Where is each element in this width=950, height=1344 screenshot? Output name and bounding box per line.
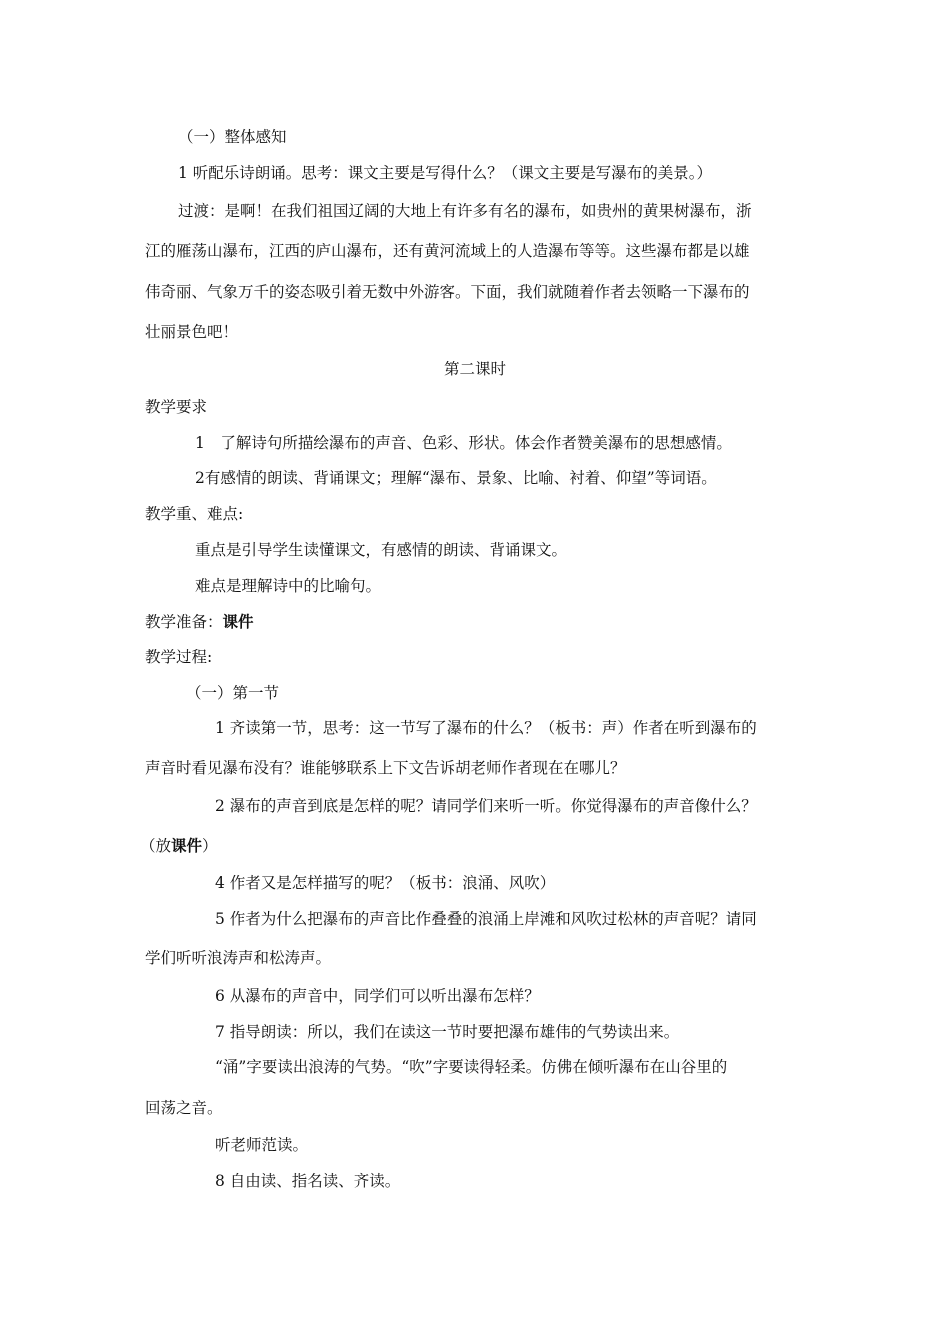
step-note: 听老师范读。 — [215, 1136, 309, 1154]
paragraph-continuation: 壮丽景色吧！ — [145, 323, 239, 341]
step-continuation: （放课件） — [140, 836, 218, 855]
step-continuation: 回荡之音。 — [145, 1099, 223, 1117]
key-points-label: 教学重、难点: — [145, 505, 244, 523]
step-continuation: 声音时看见瀑布没有？谁能够联系上下文告诉胡老师作者现在在哪儿？ — [145, 759, 626, 777]
step-continuation: 学们听听浪涛声和松涛声。 — [145, 949, 332, 967]
requirement-item: 1 了解诗句所描绘瀑布的声音、色彩、形状。体会作者赞美瀑布的思想感情。 — [195, 434, 732, 452]
prep-label: 教学准备： — [145, 613, 223, 631]
step-item: 8 自由读、指名读、齐读。 — [215, 1172, 401, 1190]
step-item: 5 作者为什么把瀑布的声音比作叠叠的浪涌上岸滩和风吹过松林的声音呢？请同 — [215, 910, 757, 928]
step-item: 7 指导朗读：所以，我们在读这一节时要把瀑布雄伟的气势读出来。 — [215, 1023, 680, 1041]
section-heading: （一）整体感知 — [178, 128, 287, 146]
paragraph-continuation: 江的雁荡山瀑布，江西的庐山瀑布，还有黄河流域上的人造瀑布等等。这些瀑布都是以雄 — [145, 242, 750, 260]
process-label: 教学过程: — [145, 648, 213, 666]
lesson-title: 第二课时 — [443, 360, 506, 378]
paragraph: 过渡：是啊！在我们祖国辽阔的大地上有许多有名的瀑布，如贵州的黄果树瀑布，浙 — [178, 202, 752, 220]
courseware-label: 课件 — [171, 836, 203, 855]
step-item: 6 从瀑布的声音中，同学们可以听出瀑布怎样？ — [215, 987, 540, 1005]
step-item: 1 齐读第一节，思考：这一节写了瀑布的什么？（板书：声）作者在听到瀑布的 — [215, 719, 757, 737]
prep-line — [145, 612, 254, 632]
key-point-item: 重点是引导学生读懂课文，有感情的朗读、背诵课文。 — [195, 541, 568, 559]
requirements-label: 教学要求 — [145, 398, 208, 416]
paragraph-continuation: 伟奇丽、气象万千的姿态吸引着无数中外游客。下面，我们就随着作者去领略一下瀑布的 — [145, 283, 750, 301]
requirement-item: 2有感情的朗读、背诵课文；理解“瀑布、景象、比喻、衬着、仰望”等词语。 — [195, 469, 717, 487]
section-heading: （一）第一节 — [186, 684, 280, 702]
key-point-item: 难点是理解诗中的比喻句。 — [195, 577, 382, 595]
step-note: “涌”字要读出浪涛的气势。“吹”字要读得轻柔。仿佛在倾听瀑布在山谷里的 — [215, 1058, 728, 1076]
prep-value: 课件 — [222, 612, 254, 631]
step-item: 2 瀑布的声音到底是怎样的呢？请同学们来听一听。你觉得瀑布的声音像什么？ — [215, 797, 757, 815]
paragraph: 1 听配乐诗朗诵。思考：课文主要是写得什么？（课文主要是写瀑布的美景。） — [178, 164, 713, 182]
step-item: 4 作者又是怎样描写的呢？（板书：浪涌、风吹） — [215, 874, 556, 892]
